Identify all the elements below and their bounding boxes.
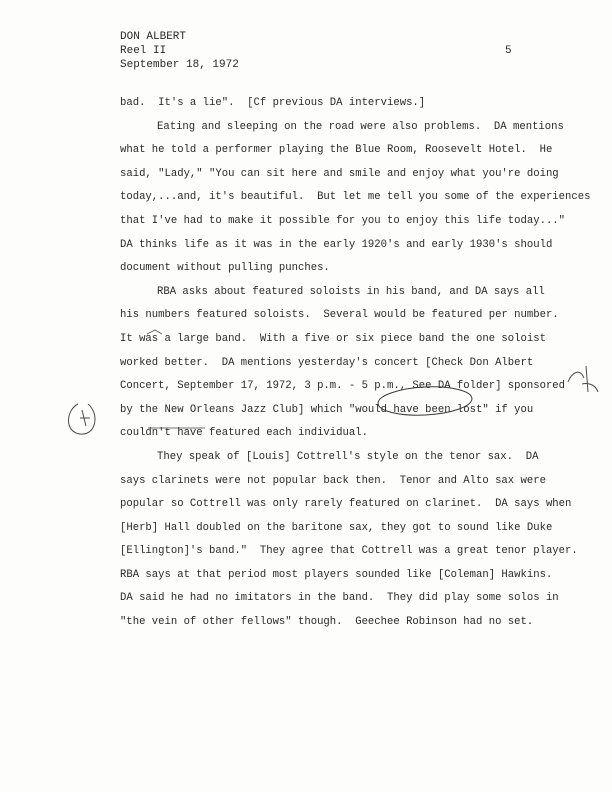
- text-line: RBA says at that period most players sounded like [Coleman] Hawkins.: [120, 568, 553, 581]
- header-date: September 18, 1972: [120, 59, 239, 71]
- text-line: DA thinks life as it was in the early 1920's and early 1930's should: [120, 238, 553, 251]
- text-line: his numbers featured soloists. Several would be featured per number.: [120, 309, 559, 322]
- header-reel: Reel II: [120, 45, 167, 57]
- page-number: 5: [505, 45, 512, 57]
- text-line: DA said he had no imitators in the band. They did play some solos in: [120, 592, 559, 605]
- text-line: Eating and sleeping on the road were also problems. DA mentions: [157, 120, 564, 133]
- text-line: bad. It's a lie". [Cf previous DA interviews.]: [120, 97, 426, 109]
- text-line: Concert, September 17, 1972, 3 p.m. - 5 p.m., See DA folder] sponsored: [120, 380, 566, 393]
- text-line: They speak of [Louis] Cottrell's style on the tenor sax. DA: [157, 450, 539, 463]
- text-line: said, "Lady," "You can sit here and smile and enjoy what you're doing: [120, 167, 559, 180]
- text-line: [Ellington]'s band." They agree that Cottrell was a great tenor player.: [120, 545, 578, 558]
- text-line: RBA asks about featured soloists in his band, and DA says all: [157, 285, 545, 298]
- text-line: that I've had to make it possible for you to enjoy this life today...": [120, 214, 566, 227]
- transcript-body: [120, 92, 605, 635]
- text-line: [Herb] Hall doubled on the baritone sax, they got to sound like Duke: [120, 521, 553, 534]
- margin-mark-left: [69, 404, 95, 434]
- text-line: couldn't have featured each individual.: [120, 427, 368, 440]
- text-line: says clarinets were not popular back then. Tenor and Alto sax were: [120, 474, 546, 487]
- text-line: today,...and, it's beautiful. But let me tell you some of the experiences: [120, 191, 591, 204]
- text-line: document without pulling punches.: [120, 262, 330, 275]
- text-line: by the New Orleans Jazz Club] which "would have been lost" if you: [120, 403, 534, 416]
- text-line: It was a large band. With a five or six piece band the one soloist: [120, 332, 546, 345]
- document-header: [120, 30, 239, 72]
- text-line: what he told a performer playing the Blue Room, Roosevelt Hotel. He: [120, 144, 553, 157]
- text-line: worked better. DA mentions yesterday's concert [Check Don Albert: [120, 356, 534, 369]
- header-name: DON ALBERT: [120, 31, 187, 43]
- text-line: popular so Cottrell was only rarely featured on clarinet. DA says when: [120, 498, 572, 511]
- text-line: "the vein of other fellows" though. Geechee Robinson had no set.: [120, 616, 534, 629]
